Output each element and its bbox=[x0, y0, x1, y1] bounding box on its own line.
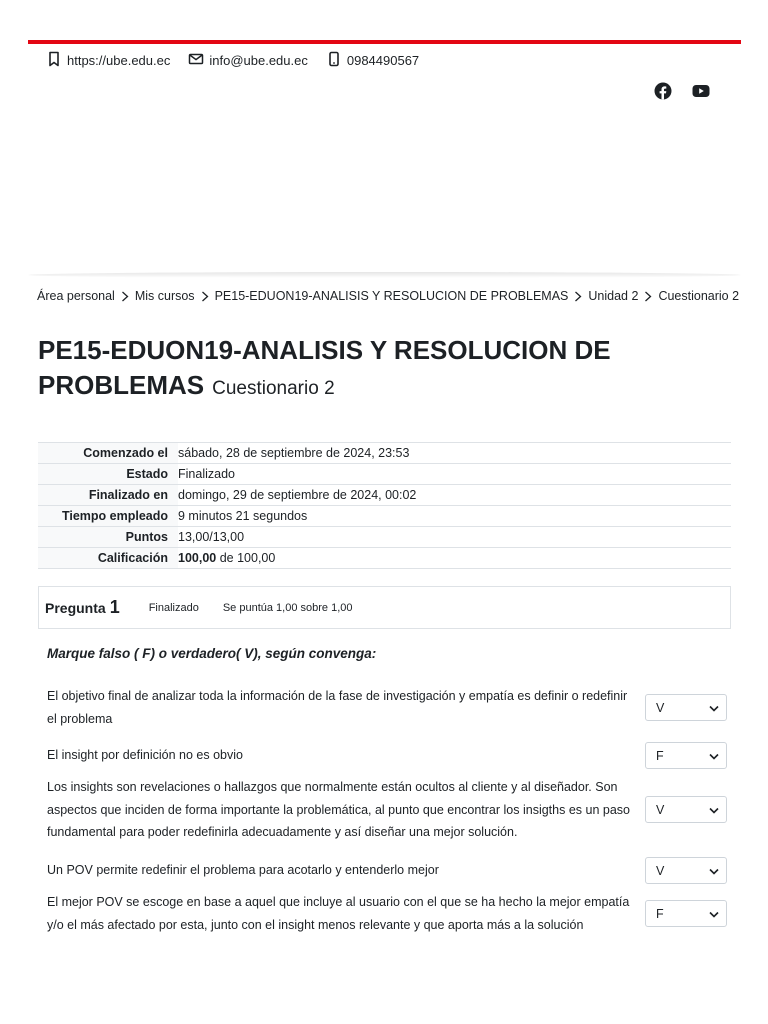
summary-row bbox=[38, 506, 731, 527]
chevron-down-icon bbox=[709, 907, 719, 921]
question-item-text: Un POV permite redefinir el problema para acotarlo y entenderlo mejor bbox=[47, 863, 439, 878]
chevron-down-icon bbox=[709, 864, 719, 878]
question-prompt: Marque falso ( F) o verdadero( V), según convenga: bbox=[47, 646, 377, 661]
answer-select[interactable] bbox=[645, 742, 727, 769]
summary-row bbox=[38, 548, 731, 569]
chevron-right-icon bbox=[644, 291, 652, 302]
question-number: 1 bbox=[109, 597, 120, 617]
email-text: info@ube.edu.ec bbox=[209, 52, 308, 68]
facebook-link[interactable] bbox=[654, 82, 672, 105]
answer-select-value: V bbox=[656, 863, 665, 878]
email-link[interactable] bbox=[188, 51, 308, 70]
summary-label: Comenzado el bbox=[38, 443, 178, 464]
website-text: https://ube.edu.ec bbox=[67, 52, 171, 68]
question-item bbox=[47, 685, 727, 730]
page-title-line2: PROBLEMAS bbox=[38, 370, 205, 400]
summary-label: Calificación bbox=[38, 548, 178, 569]
question-item bbox=[47, 776, 727, 844]
grade-max: de 100,00 bbox=[219, 551, 276, 565]
breadcrumb-item-unidad[interactable]: Unidad 2 bbox=[588, 289, 639, 303]
summary-value: 9 minutos 21 segundos bbox=[178, 509, 308, 523]
chevron-down-icon bbox=[709, 749, 719, 763]
youtube-link[interactable] bbox=[692, 82, 710, 105]
question-item bbox=[47, 857, 727, 884]
question-grade: Se puntúa 1,00 sobre 1,00 bbox=[222, 601, 353, 614]
header-divider bbox=[28, 272, 741, 278]
answer-select-value: F bbox=[656, 748, 664, 763]
summary-value: 13,00/13,00 bbox=[178, 530, 245, 544]
page-title bbox=[38, 333, 728, 406]
answer-select[interactable] bbox=[645, 796, 727, 823]
answer-select-value: V bbox=[656, 700, 665, 715]
summary-value: sábado, 28 de septiembre de 2024, 23:53 bbox=[178, 446, 410, 460]
question-item-text: El mejor POV se escoge en base a aquel que incluye al usuario con el que se ha hecho la mejor empatía y/o el más afectado por esta, junto con el insight menos relevante y que aporta más a la solución bbox=[47, 895, 630, 932]
breadcrumb bbox=[37, 289, 739, 303]
summary-value: domingo, 29 de septiembre de 2024, 00:02 bbox=[178, 488, 417, 502]
grade-value: 100,00 bbox=[178, 551, 217, 565]
summary-label: Tiempo empleado bbox=[38, 506, 178, 527]
chevron-right-icon bbox=[574, 291, 582, 302]
website-link[interactable] bbox=[46, 51, 170, 70]
breadcrumb-item-area-personal[interactable]: Área personal bbox=[37, 289, 115, 303]
youtube-icon bbox=[692, 82, 710, 105]
chevron-down-icon bbox=[709, 701, 719, 715]
question-state: Finalizado bbox=[148, 601, 199, 614]
chevron-down-icon bbox=[709, 803, 719, 817]
answer-select-value: V bbox=[656, 802, 665, 817]
breadcrumb-item-course[interactable]: PE15-EDUON19-ANALISIS Y RESOLUCION DE PROBLEMAS bbox=[214, 289, 569, 303]
summary-label: Finalizado en bbox=[38, 485, 178, 506]
summary-row bbox=[38, 443, 731, 464]
answer-select[interactable] bbox=[645, 900, 727, 927]
summary-value bbox=[178, 548, 731, 569]
summary-value: Finalizado bbox=[178, 467, 235, 481]
contact-bar bbox=[46, 50, 437, 70]
question-item-text: El objetivo final de analizar toda la información de la fase de investigación y empatía es definir o redefinir el problema bbox=[47, 689, 628, 726]
answer-select[interactable] bbox=[645, 694, 727, 721]
bookmark-icon bbox=[46, 51, 67, 70]
summary-row bbox=[38, 464, 731, 485]
question-item bbox=[47, 891, 727, 936]
summary-row bbox=[38, 527, 731, 548]
breadcrumb-item-cuestionario[interactable]: Cuestionario 2 bbox=[658, 289, 740, 303]
question-item-text: Los insights son revelaciones o hallazgos que normalmente están ocultos al cliente y al diseñador. Son aspectos que inciden de forma importante la problemática, al punto que encontrar los insigths es un paso fundamental para poder redefinirla adecuadamente y así diseñar una mejor solución. bbox=[47, 780, 630, 839]
summary-label: Estado bbox=[38, 464, 178, 485]
summary-row bbox=[38, 485, 731, 506]
top-accent-bar bbox=[28, 40, 741, 44]
page-subtitle: Cuestionario 2 bbox=[212, 378, 335, 399]
phone-text: 0984490567 bbox=[346, 52, 420, 68]
answer-select-value: F bbox=[656, 906, 664, 921]
question-item-text: El insight por definición no es obvio bbox=[47, 748, 243, 763]
mobile-phone-icon bbox=[326, 51, 347, 70]
envelope-icon bbox=[188, 51, 209, 70]
attempt-summary-table bbox=[38, 442, 731, 569]
question-item bbox=[47, 742, 727, 769]
question-info-box bbox=[38, 586, 731, 629]
chevron-right-icon bbox=[201, 291, 209, 302]
breadcrumb-item-mis-cursos[interactable]: Mis cursos bbox=[134, 289, 195, 303]
phone-link[interactable] bbox=[326, 51, 419, 70]
page-title-line1: PE15-EDUON19-ANALISIS Y RESOLUCION DE bbox=[38, 335, 611, 365]
facebook-icon bbox=[654, 82, 672, 105]
answer-select[interactable] bbox=[645, 857, 727, 884]
summary-label: Puntos bbox=[38, 527, 178, 548]
question-label: Pregunta bbox=[45, 599, 106, 616]
chevron-right-icon bbox=[121, 291, 129, 302]
